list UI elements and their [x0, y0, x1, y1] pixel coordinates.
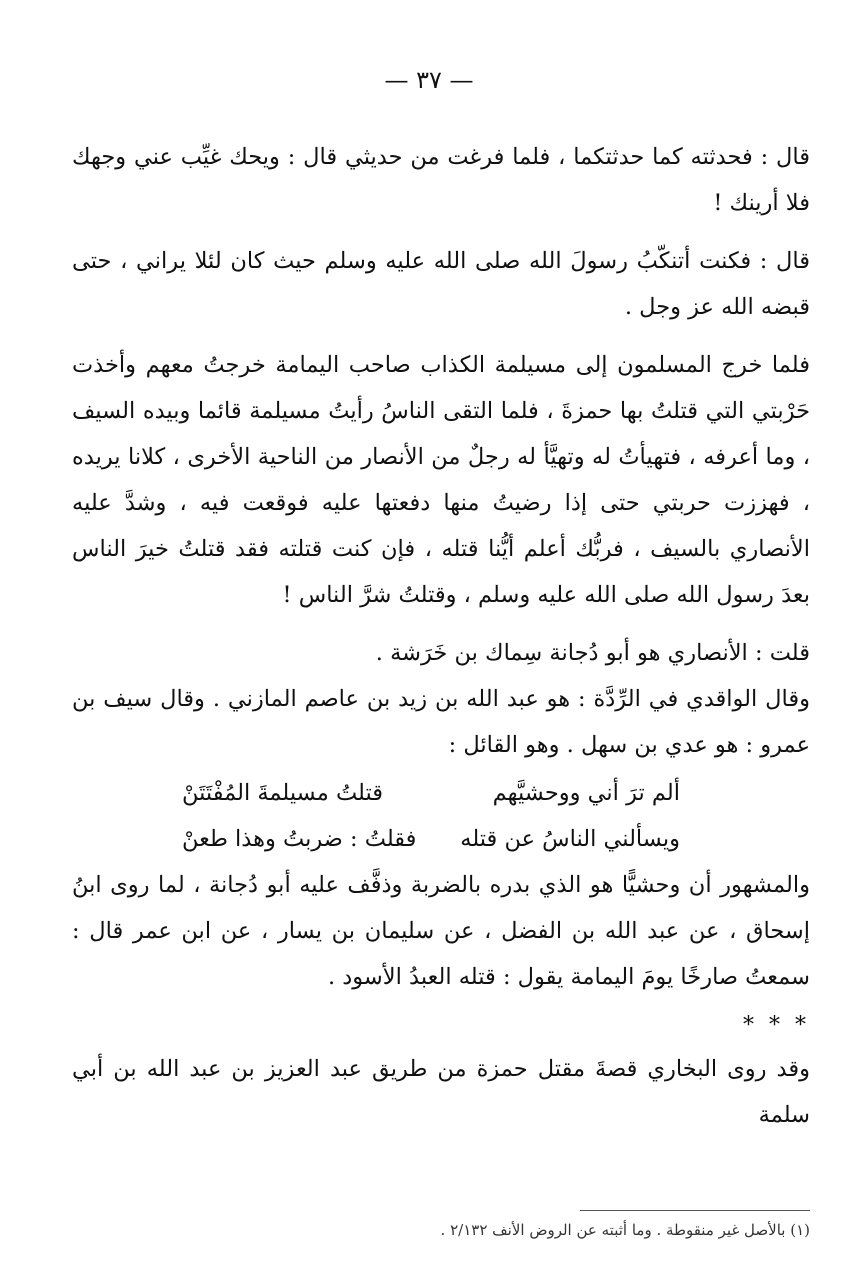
- poem-verse-2: [182, 816, 680, 862]
- verse-1-first-hemistich: ألم ترَ أني ووحشيَّهم: [492, 780, 680, 806]
- footnote-divider: [580, 1210, 810, 1211]
- verse-2-second-hemistich: فقلتُ : ضربتُ وهذا طعنْ: [182, 826, 417, 852]
- paragraph-5: وقال الواقدي في الرِّدَّة : هو عبد الله بن زيد بن عاصم المازني . وقال سيف بن عمرو : هو عدي بن سهل . وهو القائل :: [72, 686, 810, 758]
- paragraph-1: قال : فحدثته كما حدثتكما ، فلما فرغت من حديثي قال : ويحك غيِّب عني وجهك فلا أرينك !: [72, 144, 810, 216]
- poem: [72, 770, 810, 862]
- verse-2-first-hemistich: ويسألني الناسُ عن قتله: [460, 826, 680, 852]
- paragraph-3: فلما خرج المسلمون إلى مسيلمة الكذاب صاحب اليمامة خرجتُ معهم وأخذت حَرْبتي التي قتلتُ بها حمزةَ ، فلما التقى الناسُ رأيتُ مسيلمة قائما وبيده السيف ، وما أعرفه ، فتهيأتُ له وتهيَّأ له رجلٌ من الأنصار من الناحية الأخرى ، كلانا يريده ، فهززت حربتي حتى إذا رضيتُ منها دفعتها عليه فوقعت فيه ، وشدَّ عليه الأنصاري بالسيف ، فربُّك أعلم أيُّنا قتله ، فإن كنت قتلته فقد قتلتُ خيرَ الناس بعدَ رسول الله صلى الله عليه وسلم ، وقتلتُ شرَّ الناس !: [72, 352, 810, 608]
- closing-line: وقد روى البخاري قصةَ مقتل حمزة من طريق عبد العزيز بن عبد الله بن أبي سلمة: [72, 1056, 810, 1128]
- poem-verse-1: [182, 770, 680, 816]
- footnote: (١) بالأصل غير منقوطة . وما أثبته عن الروض الأنف ٢/١٣٢ .: [440, 1221, 810, 1239]
- paragraph-4: قلت : الأنصاري هو أبو دُجانة سِماك بن خَرَشة .: [375, 640, 810, 666]
- paragraph-2: قال : فكنت أتنكّبُ رسولَ الله صلى الله عليه وسلم حيث كان لئلا يراني ، حتى قبضه الله عز وجل .: [72, 248, 810, 320]
- body-text: [72, 134, 810, 1138]
- paragraph-6: والمشهور أن وحشيًّا هو الذي بدره بالضربة وذفَّف عليه أبو دُجانة ، لما روى ابنُ إسحاق ، عن عبد الله بن الفضل ، عن سليمان بن يسار ، عن ابن عمر قال : سمعتُ صارخًا يومَ اليمامة يقول : قتله العبدُ الأسود .: [72, 872, 810, 990]
- section-separator: * * *: [743, 1013, 810, 1038]
- verse-1-second-hemistich: قتلتُ مسيلمةَ المُفْتَتَنْ: [182, 780, 384, 806]
- page-number: — ٣٧ —: [384, 66, 474, 94]
